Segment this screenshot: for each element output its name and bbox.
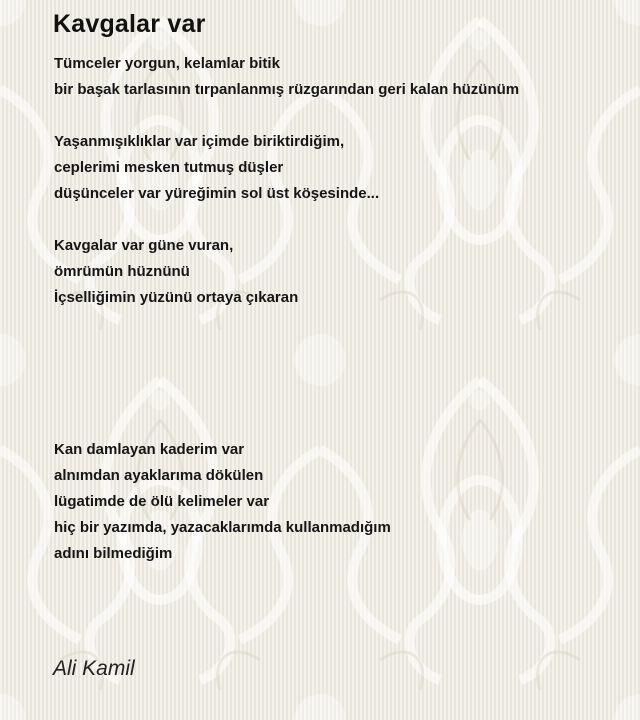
poem-line: lügatimde de ölü kelimeler var — [54, 493, 270, 510]
poem-stanza-2 — [54, 129, 379, 207]
poem-stanza-3 — [54, 233, 298, 311]
poem-line: adını bilmediğim — [54, 545, 173, 562]
poem-line: Tümceler yorgun, kelamlar bitik — [54, 55, 280, 72]
poem-line: hiç bir yazımda, yazacaklarımda kullanmadığım — [54, 519, 391, 536]
poem-line: Kan damlayan kaderim var — [54, 441, 245, 458]
poem-line: ömrümün hüznünü — [54, 263, 190, 280]
poem-line: Yaşanmışıklıklar var içimde biriktirdiğim, — [54, 133, 345, 150]
poem-line: Kavgalar var güne vuran, — [54, 237, 234, 254]
poem-author: Ali Kamil — [53, 657, 135, 680]
poem-line: bir başak tarlasının tırpanlanmış rüzgarından geri kalan hüzünüm — [54, 81, 520, 98]
poem-title: Kavgalar var — [53, 10, 206, 38]
poem-line: İçselliğimin yüzünü ortaya çıkaran — [54, 289, 299, 306]
poem-line: alnımdan ayaklarıma dökülen — [54, 467, 264, 484]
poem-line: ceplerimi mesken tutmuş düşler — [54, 159, 284, 176]
poem-stanza-4 — [54, 437, 391, 567]
poem-stanza-1 — [54, 51, 519, 103]
poem-line: düşünceler var yüreğimin sol üst köşesinde... — [54, 185, 380, 202]
